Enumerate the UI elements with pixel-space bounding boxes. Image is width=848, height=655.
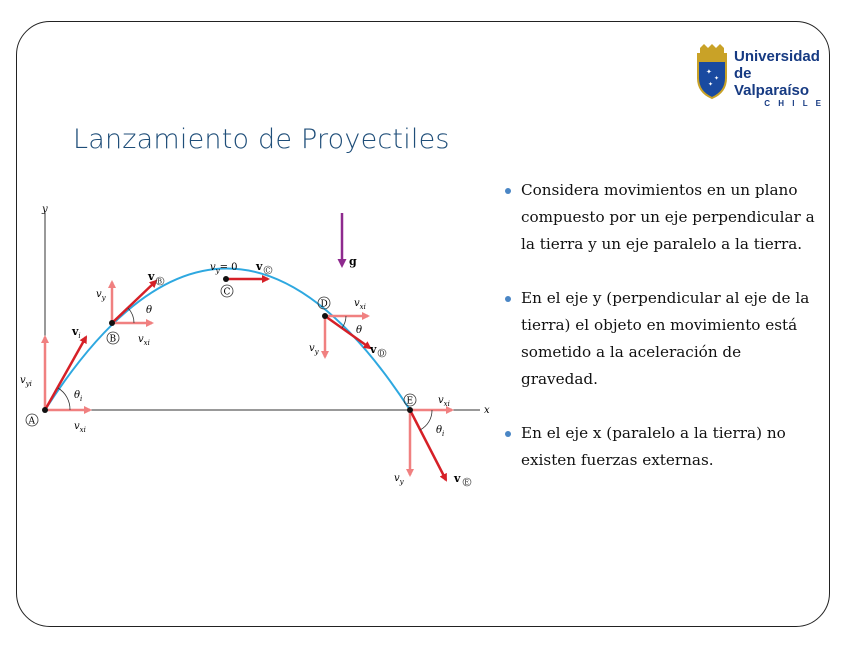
vy-sub-d: y bbox=[314, 348, 319, 356]
logo-line-1: Universidad bbox=[734, 48, 820, 65]
svg-text:vy bbox=[309, 343, 320, 356]
vxi-label-a: v bbox=[74, 421, 80, 432]
vyi-sub: yi bbox=[25, 380, 32, 388]
vxi-label-e: v bbox=[438, 395, 444, 406]
theta-i-label-e: θ bbox=[436, 425, 443, 436]
svg-text:vy bbox=[394, 473, 405, 486]
vy-sub-e: y bbox=[399, 478, 404, 486]
svg-text:vxi bbox=[354, 298, 366, 311]
ve-label: v bbox=[454, 472, 461, 485]
svg-text:vi bbox=[71, 325, 81, 340]
vxi-label-d: v bbox=[354, 298, 360, 309]
point-c-dot bbox=[223, 276, 229, 282]
vxi-sub-e: xi bbox=[443, 400, 450, 408]
svg-text:vyi bbox=[20, 375, 32, 388]
vy-label-e: v bbox=[394, 473, 400, 484]
vxi-label-b: v bbox=[138, 334, 144, 345]
bullet-dot-icon bbox=[505, 296, 511, 302]
bullet-list bbox=[505, 177, 815, 501]
point-e-dot bbox=[407, 407, 413, 413]
ve-circle-label: E bbox=[464, 479, 469, 487]
point-a-label: A bbox=[28, 416, 35, 427]
slide-title: Lanzamiento de Proyectiles bbox=[73, 124, 450, 155]
shield-logo-icon bbox=[694, 44, 730, 100]
point-b-dot bbox=[109, 320, 115, 326]
g-label: g bbox=[349, 255, 357, 268]
vd-circle-label: D bbox=[379, 350, 385, 358]
university-logo bbox=[694, 44, 824, 108]
point-b-label: B bbox=[109, 334, 117, 345]
vb-label: v bbox=[148, 270, 155, 283]
vy-zero-label: = 0 bbox=[219, 262, 238, 273]
bullet-text-1: Considera movimientos en un plano compuesto por un eje perpendicular a la tierra y un eje paralelo a la tierra. bbox=[521, 181, 815, 253]
theta-i-sub: i bbox=[80, 395, 83, 403]
vi-label: v bbox=[72, 325, 79, 338]
vxi-sub-d: xi bbox=[359, 303, 366, 311]
svg-text:vxi bbox=[438, 395, 450, 408]
svg-text:vxi bbox=[74, 421, 86, 434]
point-a-dot bbox=[42, 407, 48, 413]
svg-text:θi bbox=[436, 425, 444, 438]
theta-i-label: θ bbox=[74, 390, 81, 401]
bullet-item-2 bbox=[505, 285, 815, 393]
point-d-label: D bbox=[320, 299, 328, 310]
vy-sub-c: y bbox=[215, 267, 220, 275]
point-d-dot bbox=[322, 313, 328, 319]
vb-circle-label: B bbox=[157, 278, 162, 286]
bullet-item-3 bbox=[505, 420, 815, 474]
vy-label-c: v bbox=[210, 262, 216, 273]
svg-text:vy bbox=[96, 289, 107, 302]
logo-line-2: de Valparaíso bbox=[734, 65, 810, 99]
point-e-label: E bbox=[406, 396, 414, 407]
svg-text:vy= 0 bbox=[210, 262, 238, 275]
bullet-text-3: En el eje x (paralelo a la tierra) no existen fuerzas externas. bbox=[521, 424, 786, 469]
x-axis-label: x bbox=[484, 405, 490, 416]
vd-label: v bbox=[370, 343, 377, 356]
vb-vector bbox=[112, 281, 156, 323]
vxi-sub-b: xi bbox=[143, 339, 150, 347]
theta-i-sub-e: i bbox=[442, 430, 445, 438]
theta-label-b: θ bbox=[146, 305, 153, 316]
bullet-dot-icon bbox=[505, 431, 511, 437]
bullet-text-2: En el eje y (perpendicular al eje de la tierra) el objeto en movimiento está sometido a la aceleración de gravedad. bbox=[521, 289, 810, 388]
logo-line-3: C H I L E bbox=[764, 99, 824, 108]
bullet-dot-icon bbox=[505, 188, 511, 194]
projectile-diagram bbox=[18, 195, 498, 505]
ve-vector bbox=[410, 410, 446, 480]
vy-label-b: v bbox=[96, 289, 102, 300]
vy-sub-b: y bbox=[101, 294, 106, 302]
svg-text:✦: ✦ bbox=[708, 81, 714, 88]
vy-label-d: v bbox=[309, 343, 315, 354]
svg-text:vxi bbox=[138, 334, 150, 347]
bullet-item-1 bbox=[505, 177, 815, 258]
svg-text:θi bbox=[74, 390, 82, 403]
vxi-sub-a: xi bbox=[79, 426, 86, 434]
y-axis-label: y bbox=[42, 204, 48, 215]
svg-text:✦: ✦ bbox=[706, 68, 712, 76]
vc-circle-label: C bbox=[265, 267, 271, 275]
vi-sub: i bbox=[78, 332, 81, 340]
vc-label: v bbox=[256, 260, 263, 273]
theta-label-d: θ bbox=[356, 325, 363, 336]
point-c-label: C bbox=[223, 287, 231, 298]
vyi-label: v bbox=[20, 375, 26, 386]
vd-vector bbox=[325, 316, 370, 348]
svg-text:✦: ✦ bbox=[714, 75, 720, 82]
